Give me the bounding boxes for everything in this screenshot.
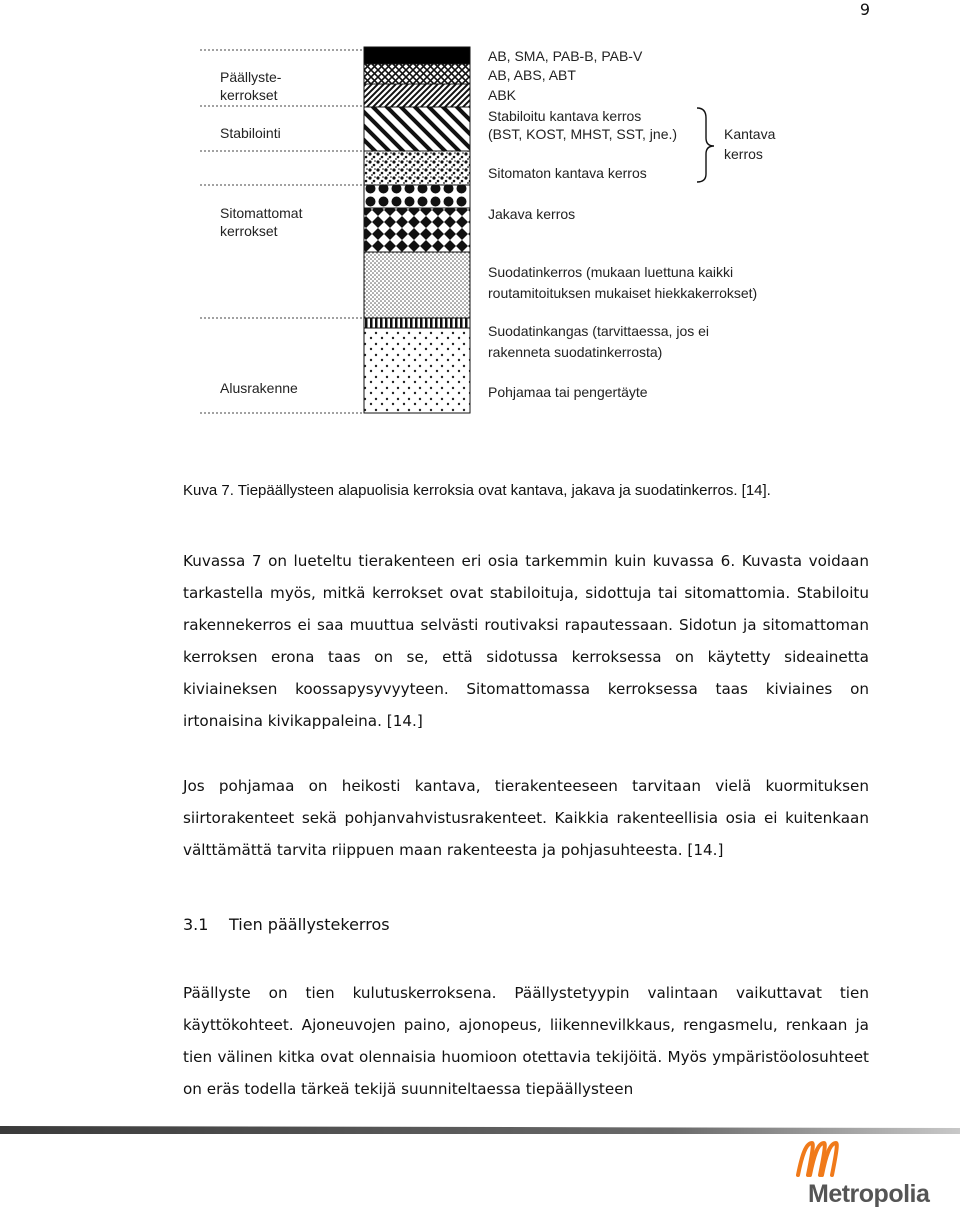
label-jakava: Jakava kerros [488, 206, 576, 222]
label-ab-sma: AB, SMA, PAB-B, PAB-V [488, 48, 643, 64]
layer-jakava-dots [364, 185, 470, 208]
label-kerrokset: kerrokset [220, 87, 278, 103]
road-structure-figure [0, 0, 960, 440]
label-ab-abs: AB, ABS, ABT [488, 67, 576, 83]
figure-caption: Kuva 7. Tiepäällysteen alapuolisia kerroksia ovat kantava, jakava ja suodatinkerros. [14]. [183, 482, 771, 499]
label-kantava: Kantava [724, 126, 776, 142]
layer-sitomaton-kantava [364, 151, 470, 185]
layer-pohjamaa [364, 328, 470, 413]
metropolia-logo-text: Metropolia [808, 1180, 930, 1208]
label-suodatinkerros: Suodatinkerros (mukaan luettuna kaikki [488, 264, 734, 280]
label-sitomattomat-kerrokset: kerrokset [220, 223, 278, 239]
paragraph-3: Päällyste on tien kulutuskerroksena. Päällystetyypin valintaan vaikuttavat tien käyttökohteet. Ajoneuvojen paino, ajonopeus, liikennevilkkaus, rengasmelu, renkaan ja tien välinen kitka ovat olennaisia huomioon otettavia tekijöitä. Myös ympäristöolosuhteet on eräs todella tärkeä tekijä suunniteltaessa tiepäällysteen [183, 984, 869, 1098]
paragraph-1: Kuvassa 7 on lueteltu tierakenteen eri osia tarkemmin kuin kuvassa 6. Kuvasta voidaan tarkastella myös, mitkä kerrokset ovat stabiloituja, sidottuja tai sitomattomia. Stabiloitu rakennekerros ei saa muuttua selvästi routivaksi rapautessaan. Sidotun ja sitomattoman kerroksen erona taas on se, että sidotussa kerroksessa on käytetty sideainetta kiviaineksen koossapysyvyyteen. Sitomattomassa kerroksessa taas kiviaines on irtonaisina kivikappaleina. [14.] [183, 552, 869, 730]
label-suodatinkangas: Suodatinkangas (tarvittaessa, jos ei [488, 323, 710, 339]
label-routamitoitus: routamitoituksen mukaiset hiekkakerrokset) [488, 285, 758, 301]
label-stabilointi: Stabilointi [220, 125, 281, 141]
label-stabiloitu: Stabiloitu kantava kerros [488, 108, 642, 124]
layer-suodatinkangas [364, 318, 470, 328]
label-pohjamaa: Pohjamaa tai pengertäyte [488, 384, 648, 400]
paragraph-2: Jos pohjamaa on heikosti kantava, tierakenteeseen tarvitaan vielä kuormituksen siirtorakenteet sekä pohjanvahvistusrakenteet. Kaikkia rakenteellisia osia ei kuitenkaan välttämättä tarvita riippuen maan rakenteesta ja pohjasuhteesta. [14.] [183, 777, 869, 859]
kantava-brace [697, 108, 714, 182]
section-heading [183, 915, 390, 934]
label-sitomaton-kantava: Sitomaton kantava kerros [488, 165, 647, 181]
label-alusrakenne: Alusrakenne [220, 380, 298, 396]
label-paallyste: Päällyste- [220, 69, 282, 85]
layer-ab-abs [364, 64, 470, 84]
label-bst: (BST, KOST, MHST, SST, jne.) [488, 126, 678, 142]
layer-column-diagram [0, 0, 960, 440]
label-sitomattomat: Sitomattomat [220, 205, 303, 221]
section-title: Tien päällystekerros [229, 915, 390, 934]
footer-bar [0, 1124, 960, 1134]
label-kantava-kerros: kerros [724, 146, 763, 162]
layer-ab-sma [364, 47, 470, 64]
layer-suodatin [364, 252, 470, 318]
section-number: 3.1 [183, 915, 209, 934]
label-rakenneta: rakenneta suodatinkerrosta) [488, 344, 663, 360]
layer-stabiloitu [364, 107, 470, 151]
label-abk: ABK [488, 87, 517, 103]
layer-jakava-checker [364, 208, 470, 252]
layer-abk [364, 84, 470, 107]
page-number: 9 [859, 0, 870, 19]
